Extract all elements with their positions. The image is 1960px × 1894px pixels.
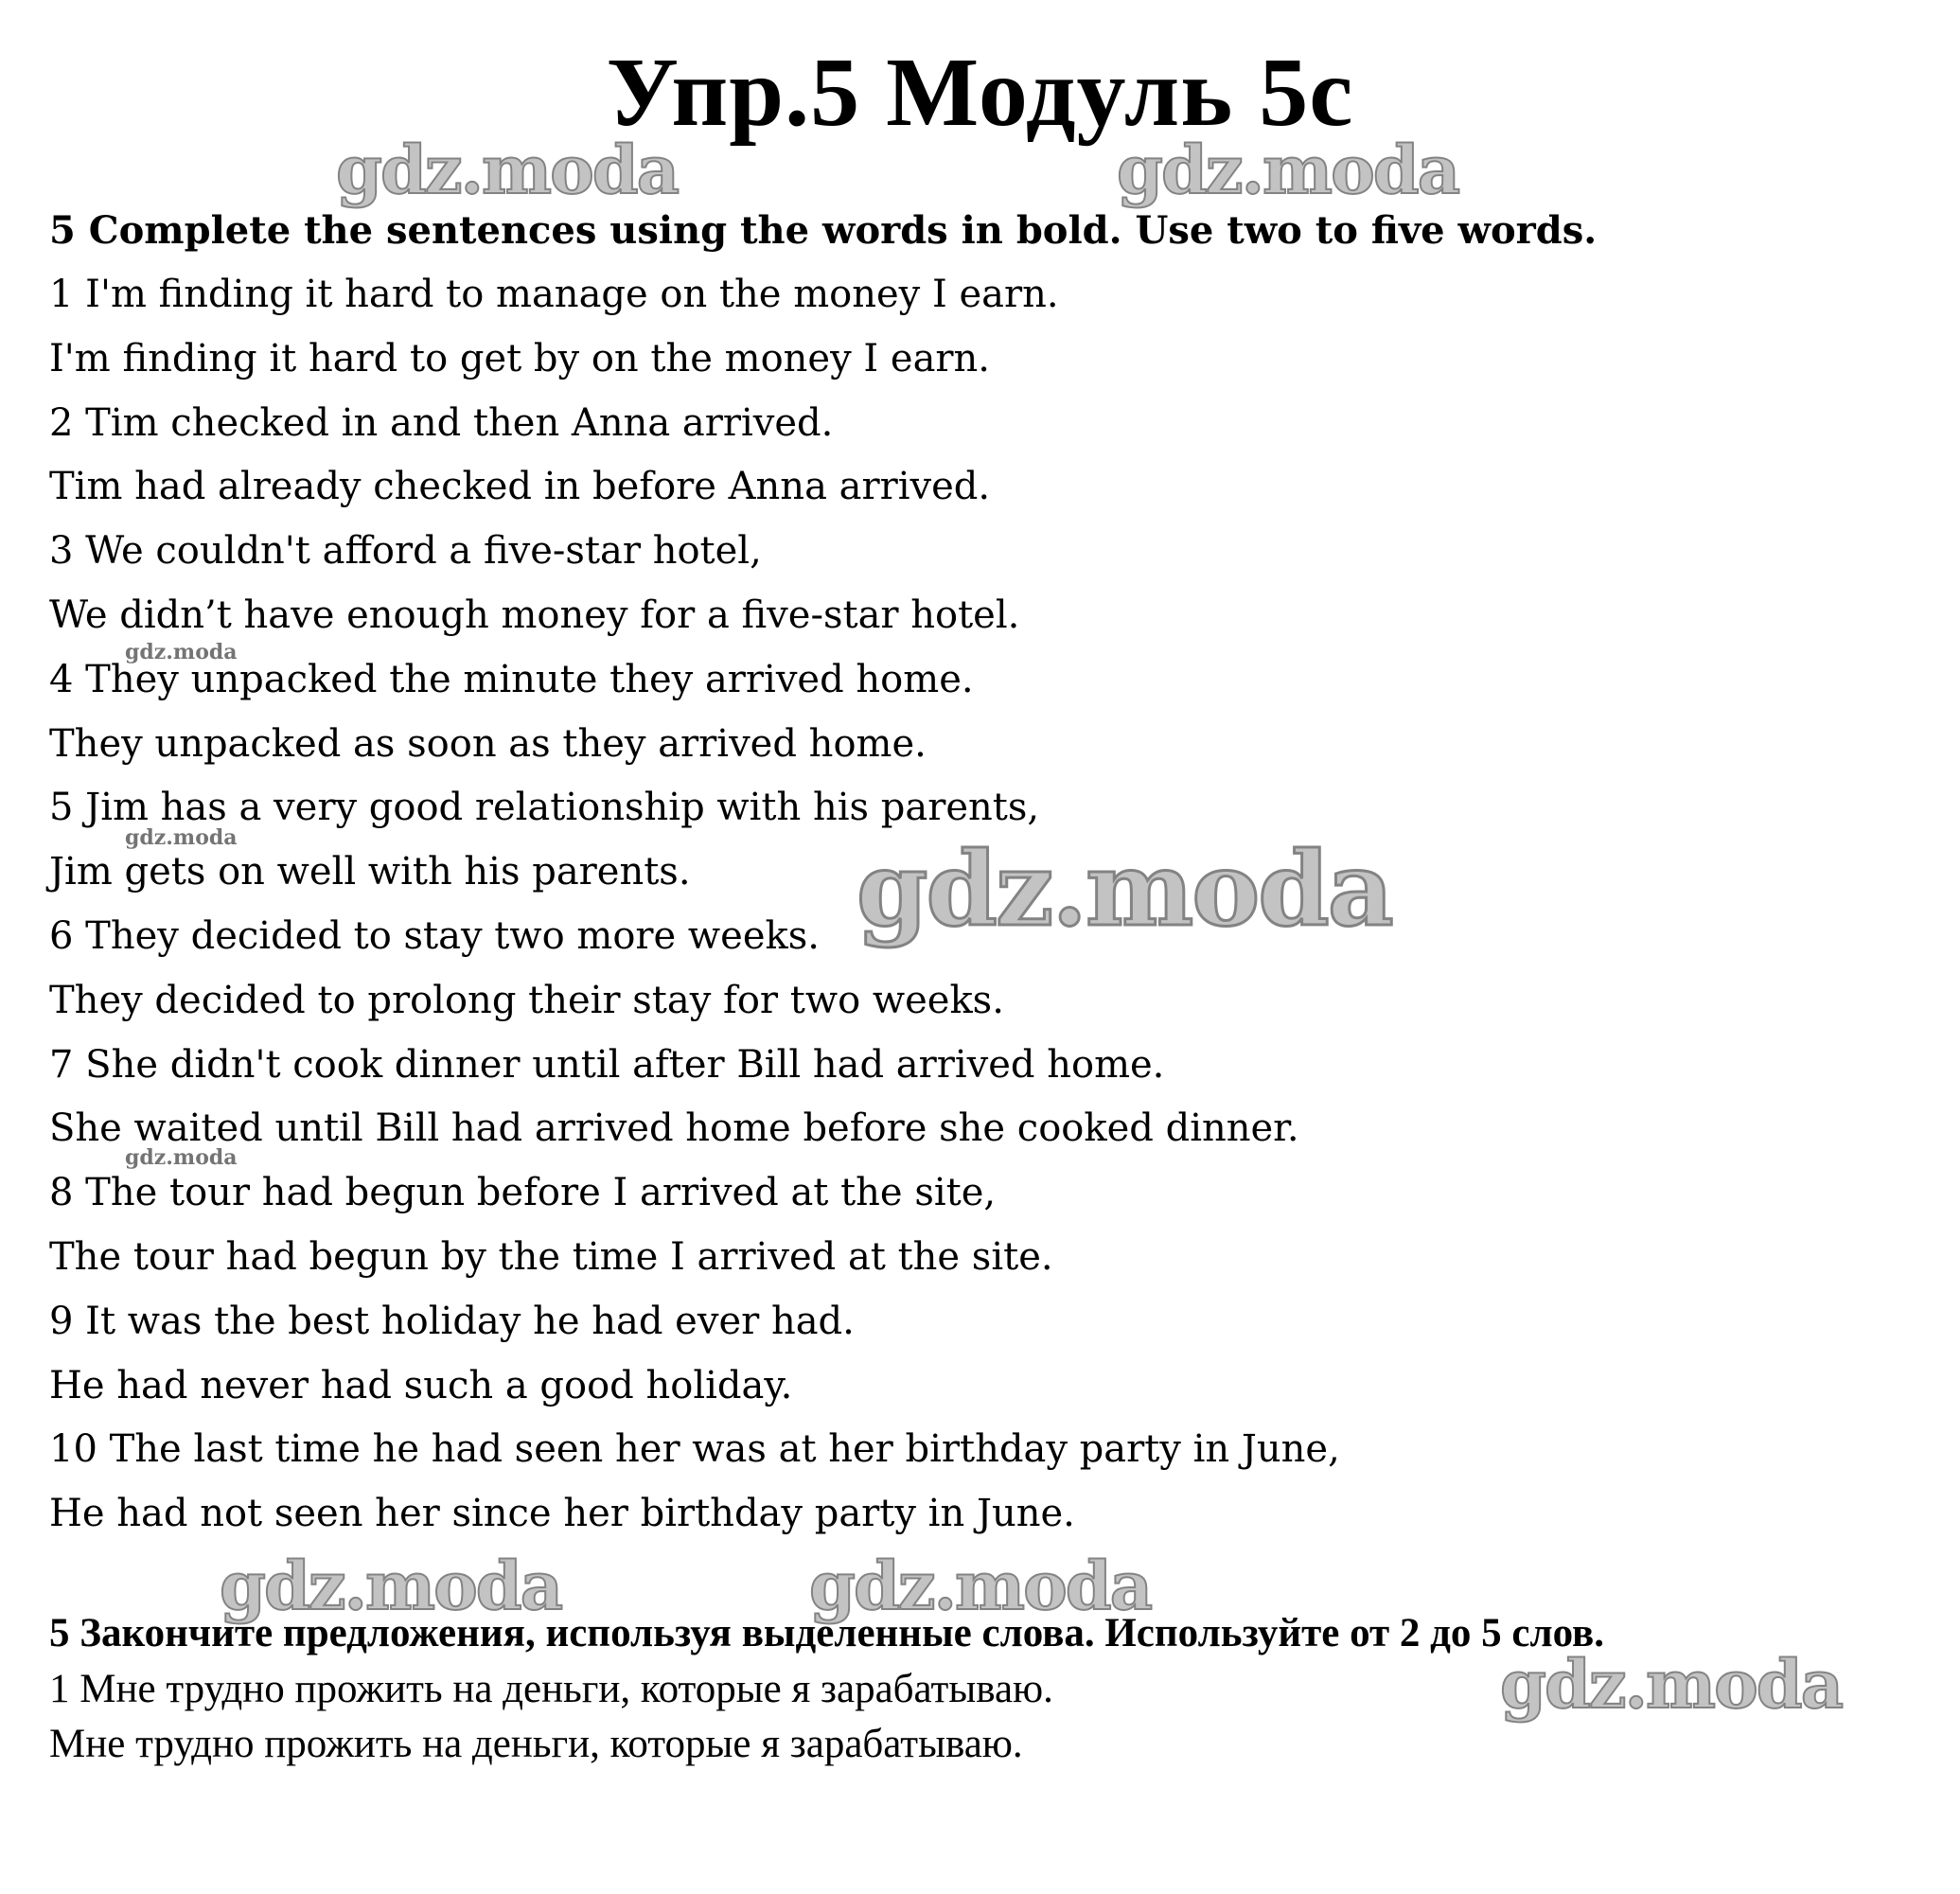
sentence-answer: She waited until Bill had arrived home before she cooked dinner. xyxy=(49,1106,1299,1151)
sentence-original: 2 Tim checked in and then Anna arrived. xyxy=(49,400,834,445)
russian-sentence-answer: Мне трудно прожить на деньги, которые я зарабатываю. xyxy=(49,1722,1023,1766)
exercise-instruction-english: 5 Complete the sentences using the words in bold. Use two to five words. xyxy=(49,208,1598,253)
watermark: gdz.moda xyxy=(336,131,679,209)
sentence-answer: He had not seen her since her birthday party in June. xyxy=(49,1492,1075,1536)
sentence-answer: They unpacked as soon as they arrived home. xyxy=(49,721,927,766)
sentence-answer: Tim had already checked in before Anna arrived. xyxy=(49,465,991,509)
sentence-original: 5 Jim has a very good relationship with his parents, xyxy=(49,786,1040,830)
watermark: gdz.moda xyxy=(125,825,238,850)
sentence-original: 8 The tour had begun before I arrived at the site, xyxy=(49,1171,997,1215)
sentence-answer: I'm finding it hard to get by on the money I earn. xyxy=(49,336,991,381)
sentence-answer: He had never had such a good holiday. xyxy=(49,1363,793,1407)
watermark: gdz.moda xyxy=(125,1145,238,1170)
sentence-answer: Jim gets on well with his parents. xyxy=(49,850,691,894)
sentence-original: 3 We couldn't afford a five-star hotel, xyxy=(49,529,762,574)
watermark: gdz.moda xyxy=(1500,1645,1843,1724)
sentence-original: 10 The last time he had seen her was at her birthday party in June, xyxy=(49,1427,1340,1472)
watermark: gdz.moda xyxy=(220,1547,562,1625)
sentence-original: 6 They decided to stay two more weeks. xyxy=(49,913,820,958)
exercise-lines xyxy=(49,263,1847,1547)
sentence-original: 9 It was the best holiday he had ever had. xyxy=(49,1299,855,1343)
exercise-instruction-russian: 5 Закончите предложения, используя выделенные слова. Используйте от 2 до 5 слов. xyxy=(49,1611,1604,1655)
sentence-original: 4 They unpacked the minute they arrived home. xyxy=(49,657,974,701)
sentence-original: 1 I'm finding it hard to manage on the money I earn. xyxy=(49,273,1059,316)
russian-sentence-original: 1 Мне трудно прожить на деньги, которые я зарабатываю. xyxy=(49,1667,1053,1711)
watermark: gdz.moda xyxy=(1117,131,1459,209)
watermark: gdz.moda xyxy=(856,830,1392,949)
watermark: gdz.moda xyxy=(809,1547,1152,1625)
sentence-original: 7 She didn't cook dinner until after Bill had arrived home. xyxy=(49,1042,1165,1087)
sentence-answer: We didn’t have enough money for a five-star hotel. xyxy=(49,593,1020,637)
page-title: Упр.5 Модуль 5с xyxy=(606,38,1354,147)
sentence-answer: They decided to prolong their stay for two weeks. xyxy=(49,978,1004,1022)
sentence-answer: The tour had begun by the time I arrived at the site. xyxy=(49,1234,1053,1279)
watermark: gdz.moda xyxy=(125,640,238,664)
